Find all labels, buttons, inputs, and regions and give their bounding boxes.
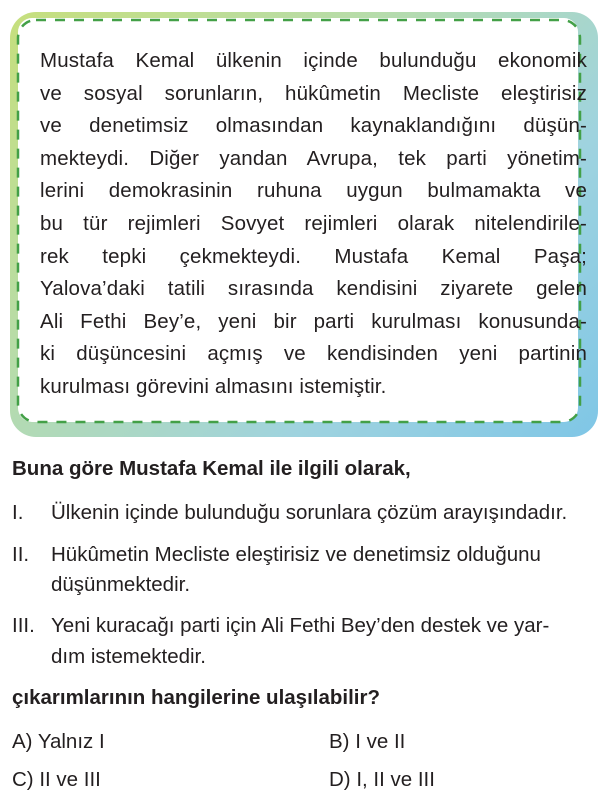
option-letter: A) bbox=[12, 730, 33, 753]
statement-text: Yeni kuracağı parti için Ali Fethi Bey’den destek ve yar- bbox=[51, 614, 550, 637]
passage-line: kurulması görevini almasını istemiştir. bbox=[40, 374, 387, 398]
statement-text: dım istemektedir. bbox=[51, 645, 206, 668]
passage-line: rek tepki çekmekteydi. Mustafa Kemal Paşa; bbox=[40, 244, 587, 268]
option-d[interactable] bbox=[329, 768, 435, 792]
passage-line: Ali Fethi Bey’e, yeni bir parti kurulması konusunda- bbox=[40, 309, 587, 333]
option-letter: B) bbox=[329, 730, 350, 753]
passage-line: ve denetimsiz olmasından kaynaklandığını düşün- bbox=[40, 114, 587, 138]
question-prompt: çıkarımlarının hangilerine ulaşılabilir? bbox=[12, 686, 380, 709]
option-a[interactable] bbox=[12, 730, 105, 754]
option-text: I ve II bbox=[355, 730, 406, 753]
passage-line: bu tür rejimleri Sovyet rejimleri olarak nitelendirile- bbox=[40, 211, 587, 235]
statement-numeral: III. bbox=[12, 614, 35, 637]
option-letter: D) bbox=[329, 768, 351, 791]
option-text: Yalnız I bbox=[37, 730, 105, 753]
option-c[interactable] bbox=[12, 768, 101, 792]
passage-line: mekteydi. Diğer yandan Avrupa, tek parti yönetim- bbox=[40, 146, 587, 170]
statement-text: düşünmektedir. bbox=[51, 573, 191, 596]
statement-text: Ülkenin içinde bulunduğu sorunlara çözüm arayışındadır. bbox=[51, 501, 568, 524]
passage-line: ki düşüncesini açmış ve kendisinden yeni partinin bbox=[40, 342, 587, 366]
statement-numeral: I. bbox=[12, 501, 24, 524]
option-letter: C) bbox=[12, 768, 34, 791]
passage-text bbox=[40, 45, 587, 404]
passage-line: lerini demokrasinin ruhuna uygun bulmamakta ve bbox=[40, 179, 587, 203]
statement-numeral: II. bbox=[12, 543, 30, 566]
option-text: II ve III bbox=[39, 768, 101, 791]
option-text: I, II ve III bbox=[356, 768, 435, 791]
passage-line: Yalova’daki tatili sırasında kendisini ziyarete gelen bbox=[40, 277, 587, 301]
passage-line: ve sosyal sorunların, hükûmetin Mecliste eleştirisiz bbox=[40, 81, 587, 105]
option-b[interactable] bbox=[329, 730, 405, 754]
passage-line: Mustafa Kemal ülkenin içinde bulunduğu ekonomik bbox=[40, 49, 587, 72]
statement-text: Hükûmetin Mecliste eleştirisiz ve denetimsiz olduğunu bbox=[51, 543, 541, 566]
question-stem: Buna göre Mustafa Kemal ile ilgili olarak, bbox=[12, 457, 411, 480]
